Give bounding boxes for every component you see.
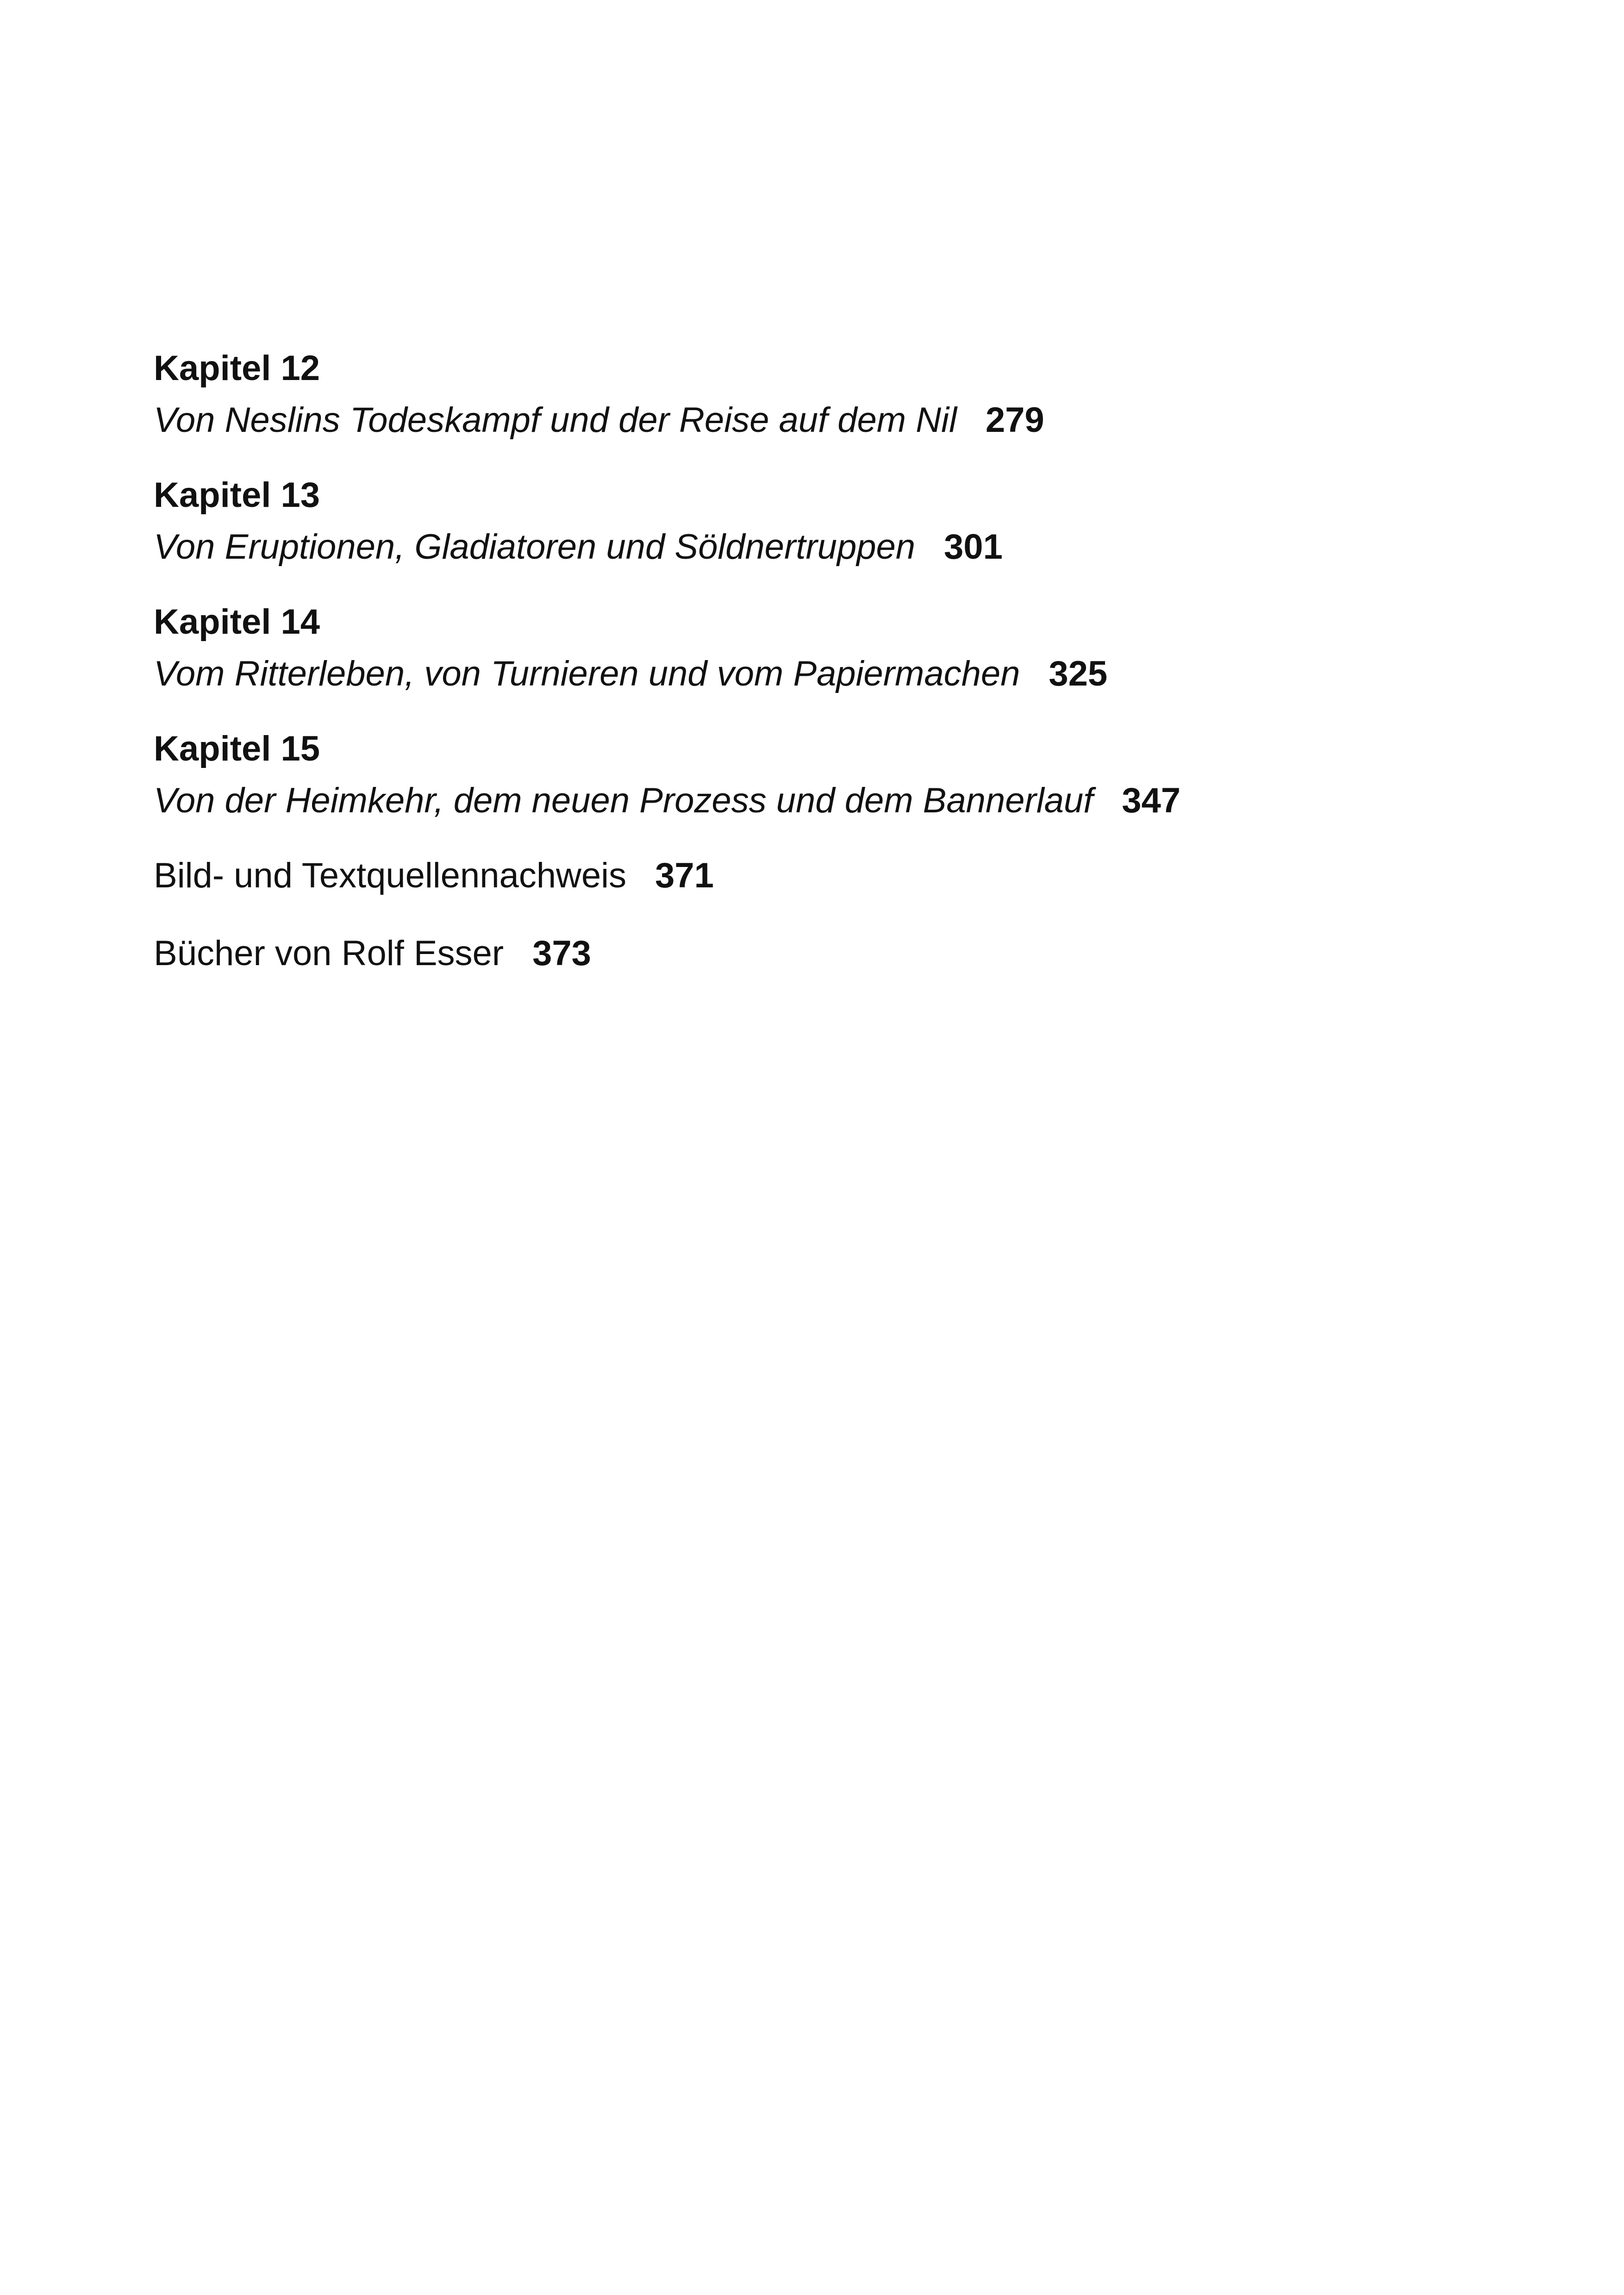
chapter-title: Vom Ritterleben, von Turnieren und vom Papiermachen: [154, 654, 1020, 693]
toc-entry-books: [154, 928, 1543, 979]
chapter-label: Kapitel 14: [154, 602, 320, 642]
chapter-title: Von der Heimkehr, dem neuen Prozess und dem Bannerlauf: [154, 781, 1093, 820]
page-number: 347: [1122, 781, 1181, 820]
chapter-line: [154, 521, 1543, 573]
table-of-contents: [154, 343, 1543, 1005]
chapter-line: [154, 648, 1543, 700]
toc-entry-chapter-15: [154, 723, 1543, 827]
page-number: 373: [532, 934, 591, 973]
page-number: 279: [985, 400, 1044, 440]
chapter-line: [154, 394, 1543, 446]
chapter-label: Kapitel 13: [154, 475, 320, 515]
chapter-title: Von Neslins Todeskampf und der Reise auf dem Nil: [154, 400, 957, 440]
chapter-label: Kapitel 15: [154, 729, 320, 768]
entry-title: Bild- und Textquellennachweis: [154, 856, 627, 895]
page-number: 301: [944, 527, 1003, 567]
page-number: 325: [1049, 654, 1108, 693]
chapter-line: [154, 775, 1543, 827]
chapter-title: Von Eruptionen, Gladiatoren und Söldnertruppen: [154, 527, 916, 567]
toc-entry-chapter-14: [154, 596, 1543, 700]
page-number: 371: [655, 856, 714, 895]
entry-title: Bücher von Rolf Esser: [154, 934, 504, 973]
chapter-label: Kapitel 12: [154, 349, 320, 388]
toc-entry-chapter-12: [154, 343, 1543, 446]
toc-entry-sources: [154, 850, 1543, 902]
toc-entry-chapter-13: [154, 469, 1543, 573]
